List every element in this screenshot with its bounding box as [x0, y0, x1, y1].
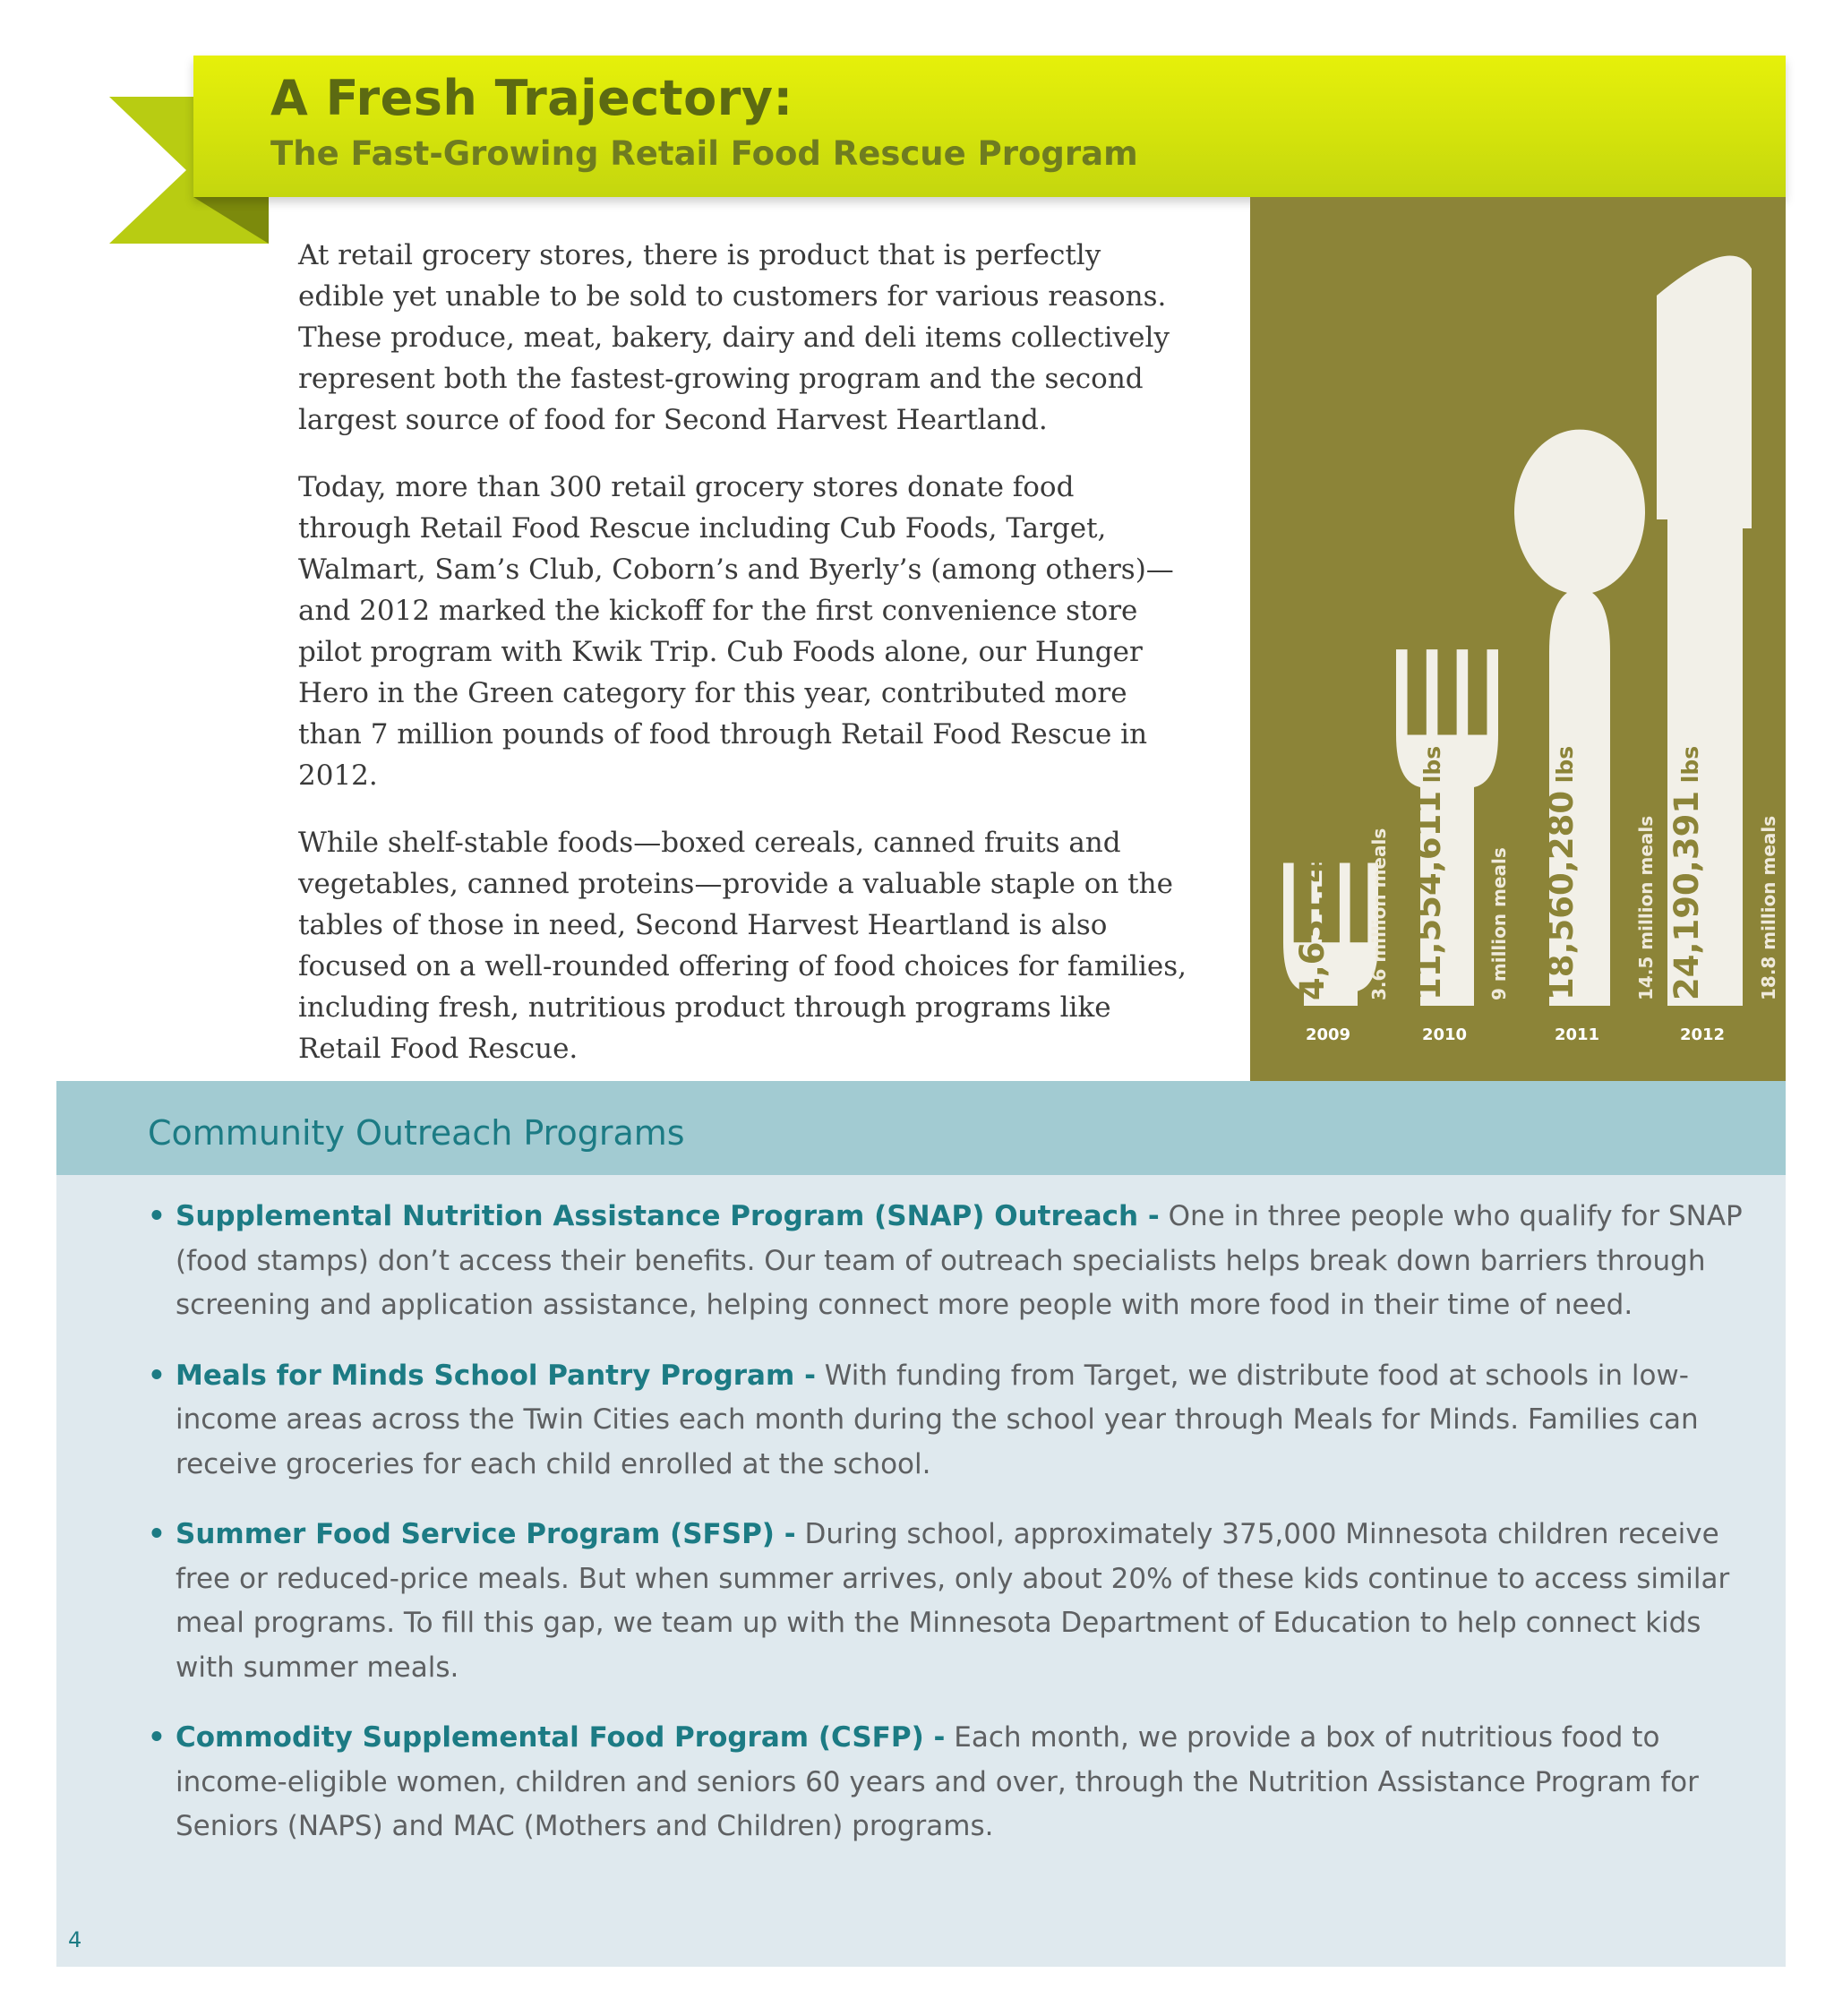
page-number: 4 [68, 1927, 82, 1952]
year-label: 2009 [1305, 1025, 1351, 1044]
outreach-header [56, 1081, 1786, 1175]
utensil-infographic [1250, 197, 1786, 1081]
year-label: 2012 [1679, 1025, 1726, 1044]
program-item-csfp [146, 1716, 1749, 1849]
program-description: With funding from Target, we distribute food at schools in low-income areas across the Twin Cities each month during the school year through Meals for Minds. Families can receive groceries for each child enrolled at the school. [176, 1359, 1699, 1480]
intro-text [298, 235, 1194, 1095]
program-list [146, 1195, 1749, 1875]
page-subtitle: The Fast-Growing Retail Food Rescue Program [270, 134, 1138, 173]
meals-label: 14.5 million meals [1635, 815, 1657, 1000]
bullet: • [148, 1359, 166, 1392]
program-name: Commodity Supplemental Food Program (CSFP) - [176, 1721, 946, 1754]
value-label: 4,631,436 lbs [1293, 768, 1332, 1000]
outreach-body [56, 1175, 1786, 1967]
value-label: 11,554,611 lbs [1410, 745, 1448, 1000]
meals-label: 18.8 million meals [1758, 815, 1779, 1000]
program-description: Each month, we provide a box of nutritious food to income-eligible women, children and seniors 60 years and over, through the Nutrition Assistance Program for Seniors (NAPS) and MAC (Mothers and Children) programs. [176, 1721, 1699, 1842]
page-title: A Fresh Trajectory: [270, 70, 793, 126]
year-label: 2011 [1554, 1025, 1600, 1044]
utensil-chart [1250, 197, 1786, 1081]
meals-label: 3.6 million meals [1368, 828, 1390, 1000]
program-item-sfsp [146, 1513, 1749, 1690]
program-item-snap [146, 1195, 1749, 1328]
value-label: 18,560,280 lbs [1542, 745, 1581, 1000]
program-name: Meals for Minds School Pantry Program - [176, 1359, 816, 1392]
intro-paragraph: At retail grocery stores, there is product that is perfectly edible yet unable to be sold to customers for various reasons. These produce, meat, bakery, dairy and deli items collectively represent both the fastest-growing program and the second largest source of food for Second Harvest Heartland. [298, 239, 1170, 436]
meals-label: 9 million meals [1488, 847, 1510, 1000]
program-name: Summer Food Service Program (SFSP) - [176, 1518, 796, 1550]
year-label: 2010 [1421, 1025, 1468, 1044]
value-label: 24,190,391 lbs [1667, 745, 1706, 1000]
program-description: During school, approximately 375,000 Minnesota children receive free or reduced-price meals. But when summer arrives, only about 20% of these kids continue to access similar meal programs. To fill this gap, we team up with the Minnesota Department of Education to help connect kids with summer meals. [176, 1518, 1730, 1684]
program-description: One in three people who qualify for SNAP (food stamps) don’t access their benefits. Our team of outreach specialists helps break down barriers through screening and application assistance, helping connect more people with more food in their time of need. [176, 1200, 1743, 1321]
bullet: • [148, 1200, 166, 1232]
program-name: Supplemental Nutrition Assistance Program (SNAP) Outreach - [176, 1200, 1160, 1232]
bullet: • [148, 1721, 166, 1754]
program-item-meals-for-minds [146, 1354, 1749, 1488]
outreach-title: Community Outreach Programs [148, 1113, 685, 1153]
bullet: • [148, 1518, 166, 1550]
intro-paragraph: While shelf-stable foods—boxed cereals, canned fruits and vegetables, canned proteins—provide a valuable staple on the tables of those in need, Second Harvest Heartland is also focused on a well-rounded offering of food choices for families, including fresh, nutritious product through programs like Retail Food Rescue. [298, 827, 1187, 1065]
intro-paragraph: Today, more than 300 retail grocery stores donate food through Retail Food Rescue including Cub Foods, Target, Walmart, Sam’s Club, Coborn’s and Byerly’s (among others)—and 2012 marked the kickoff for the first convenience store pilot program with Kwik Trip. Cub Foods alone, our Hunger Hero in the Green category for this year, contributed more than 7 million pounds of food through Retail Food Rescue in 2012. [298, 471, 1174, 792]
